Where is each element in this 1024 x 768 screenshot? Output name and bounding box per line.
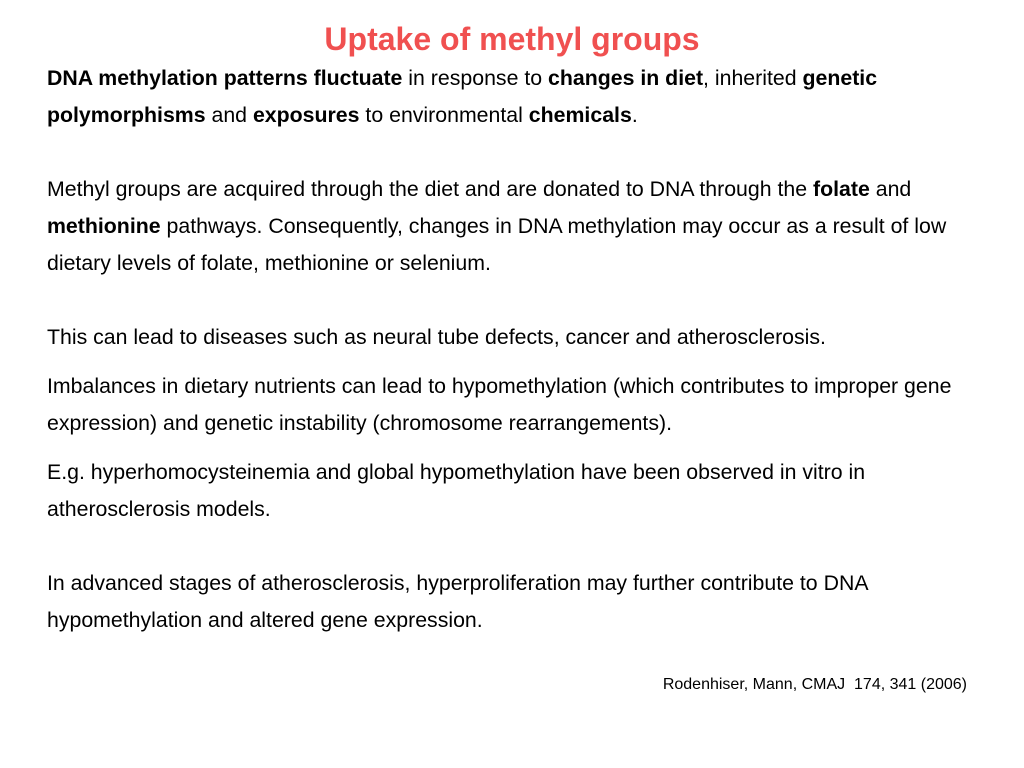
- bold-phrase: methionine: [47, 214, 161, 238]
- bold-phrase: changes in diet: [548, 66, 704, 90]
- bold-phrase: exposures: [252, 103, 360, 127]
- spacer: [47, 356, 997, 368]
- text-span: in response to: [402, 66, 549, 90]
- spacer: [47, 282, 997, 319]
- text-span: pathways. Consequently, changes in DNA methylation may occur as a result of low dietary levels of folate, methionine or selenium.: [47, 214, 947, 275]
- text-span: .: [631, 103, 638, 127]
- bold-phrase: folate: [813, 177, 870, 201]
- spacer: [47, 442, 997, 454]
- paragraph-diseases: This can lead to diseases such as neural tube defects, cancer and atherosclerosis.: [47, 325, 826, 349]
- bold-phrase: chemicals: [528, 103, 632, 127]
- paragraph-example: E.g. hyperhomocysteinemia and global hypomethylation have been observed in vitro in atherosclerosis models.: [47, 460, 866, 521]
- paragraph-methyl-sources: [47, 171, 997, 282]
- text-span: Methyl groups are acquired through the diet and are donated to DNA through the: [47, 177, 814, 201]
- text-span: , inherited: [703, 66, 803, 90]
- slide-title: Uptake of methyl groups: [324, 21, 700, 57]
- bold-phrase: genetic polymorphisms: [47, 66, 878, 127]
- spacer: [47, 134, 997, 171]
- slide-body: [47, 60, 997, 639]
- bold-phrase: DNA methylation patterns fluctuate: [47, 66, 403, 90]
- paragraph-advanced-stages: In advanced stages of atherosclerosis, hyperproliferation may further contribute to DNA hypomethylation and altered gene expression.: [47, 571, 868, 632]
- paragraph-imbalances: Imbalances in dietary nutrients can lead to hypomethylation (which contributes to improper gene expression) and genetic instability (chromosome rearrangements).: [47, 374, 952, 435]
- text-span: to environmental: [359, 103, 529, 127]
- citation: Rodenhiser, Mann, CMAJ 174, 341 (2006): [662, 676, 967, 693]
- paragraph-methylation-fluctuation: [47, 60, 997, 134]
- text-span: and: [205, 103, 253, 127]
- spacer: [47, 528, 997, 565]
- text-span: and: [869, 177, 912, 201]
